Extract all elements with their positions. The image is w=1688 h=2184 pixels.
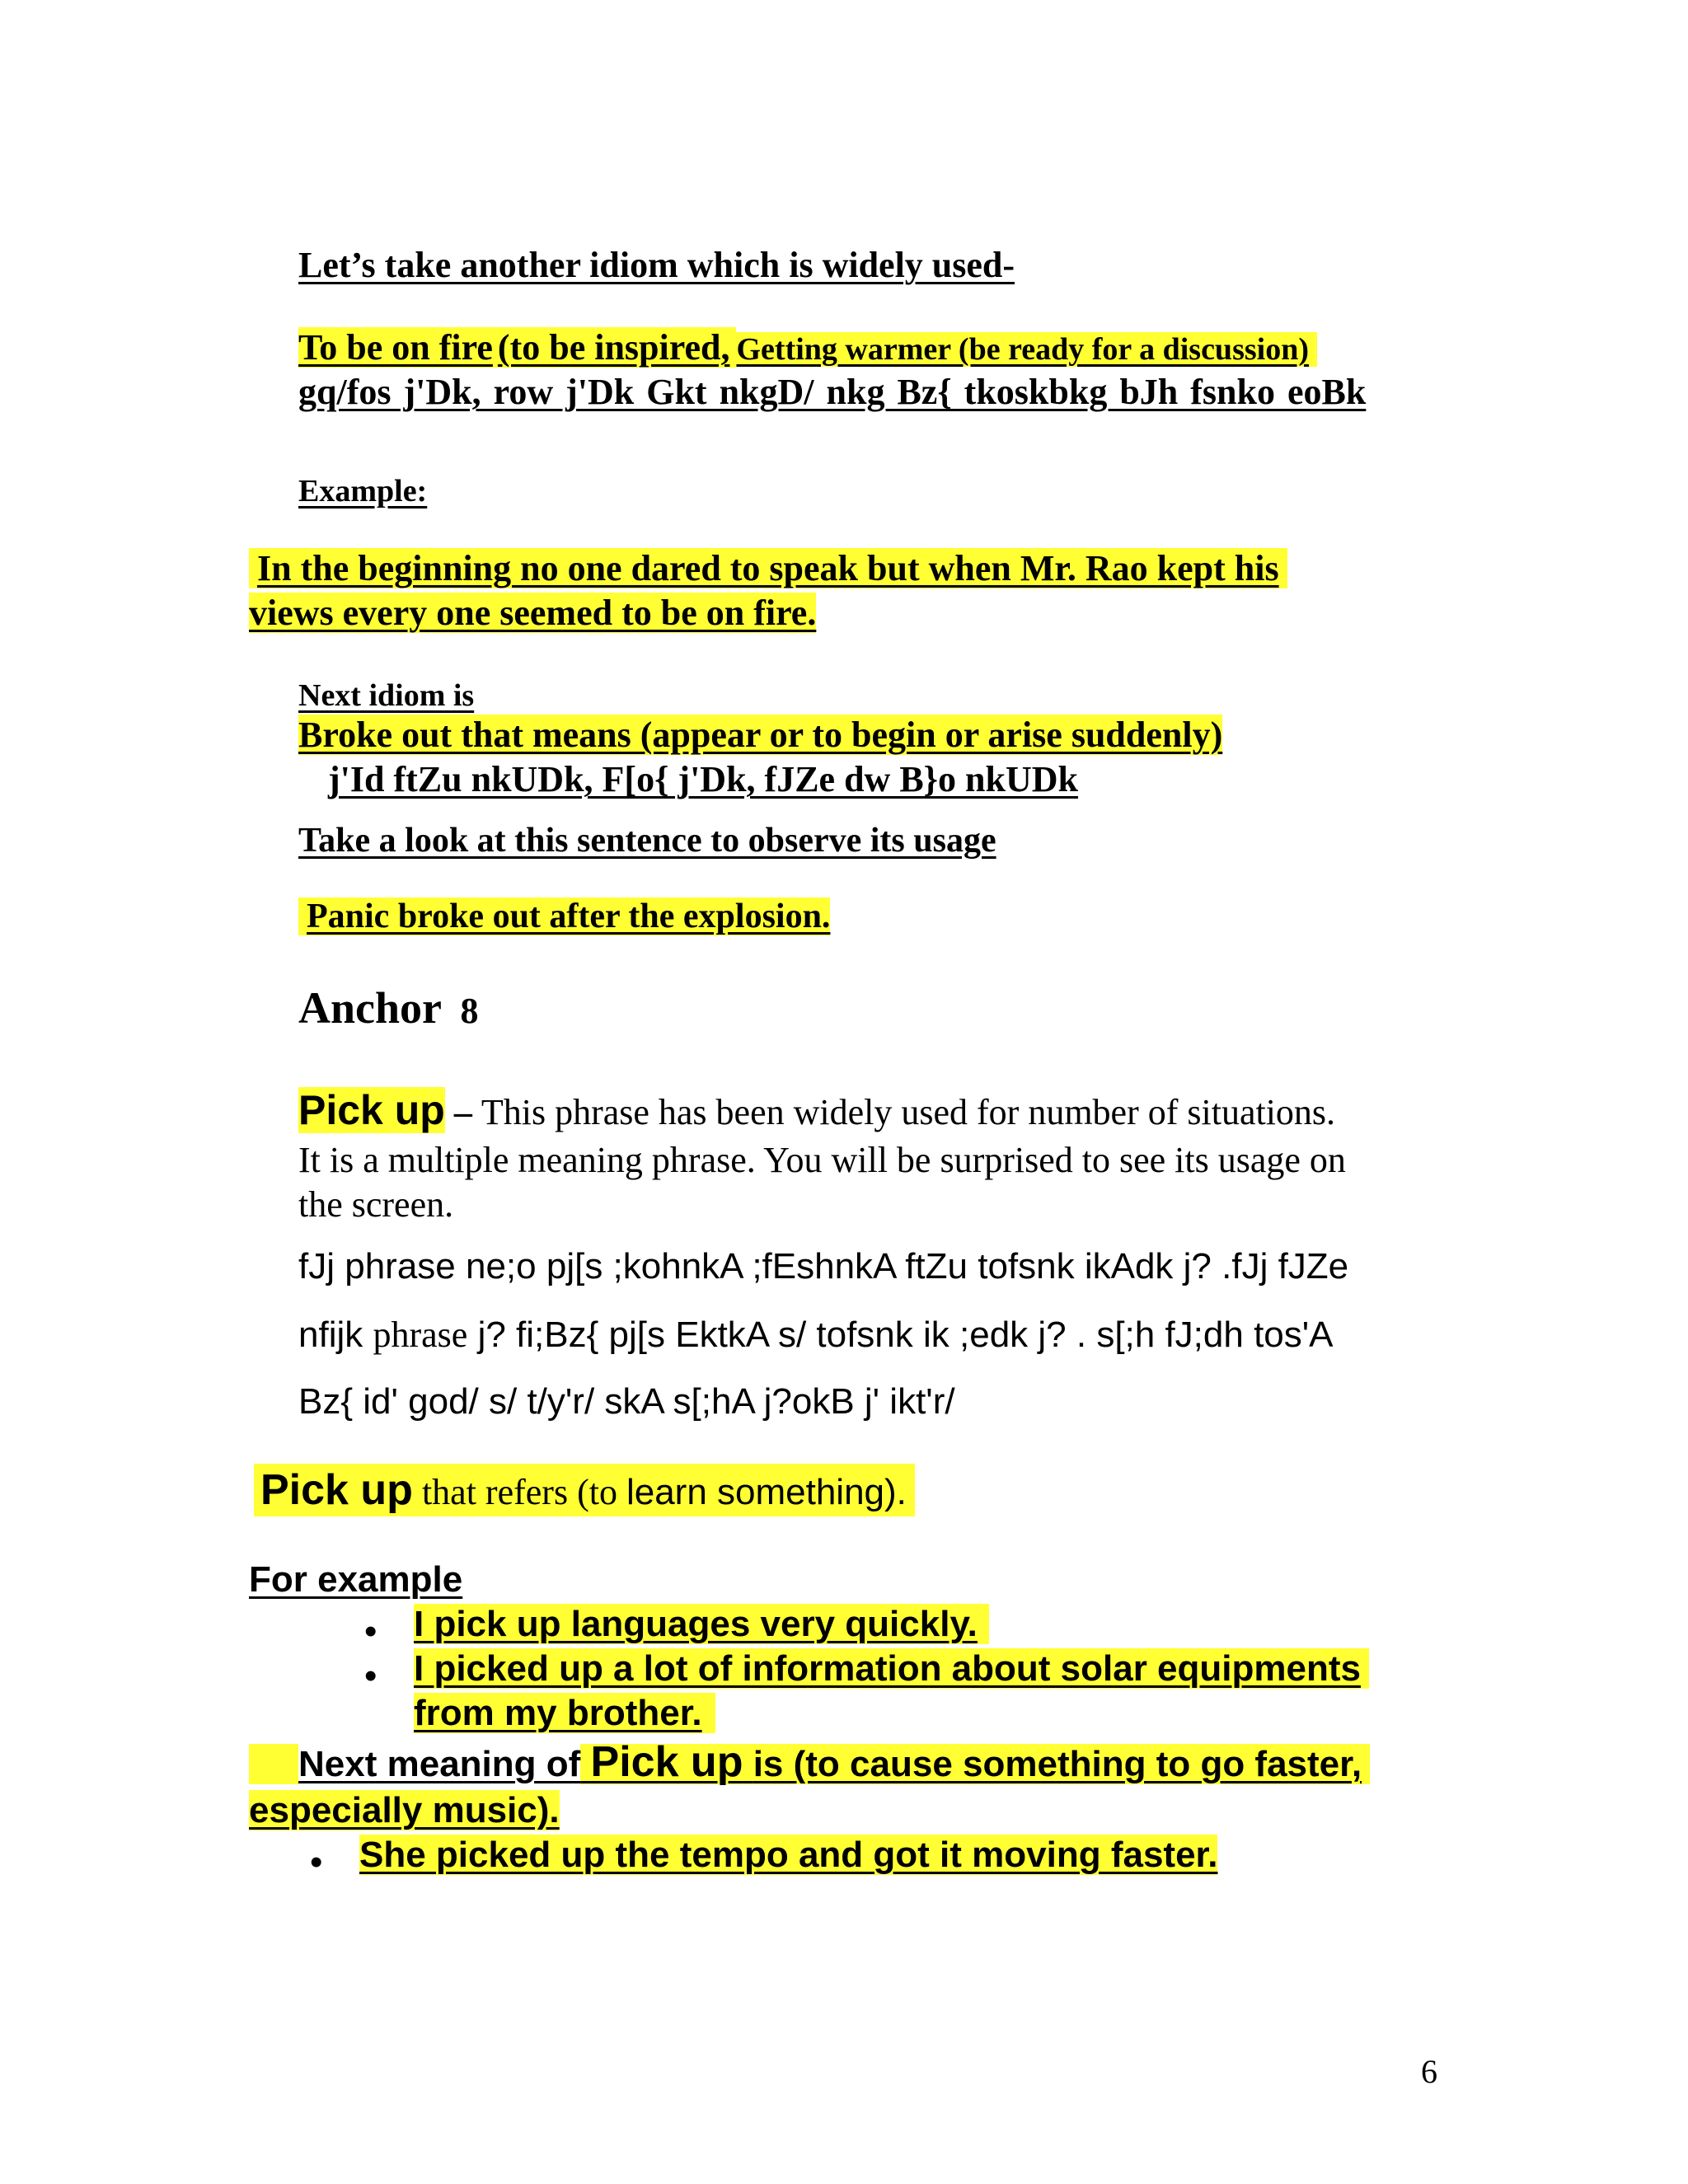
pickup-desc-text1: This phrase has been widely used for number of situations.: [481, 1092, 1336, 1132]
examples1-item-2-cont: [414, 1693, 715, 1734]
idiom1-example-line1: [249, 547, 1287, 589]
pickup-hindi-line3: Bz{ id' god/ s/ t/y'r/ skA s[;hA j?okB j' ikt'r/: [298, 1381, 955, 1422]
pickup-term: Pick up: [298, 1087, 445, 1133]
page-number: 6: [1421, 2053, 1437, 2090]
anchor-number: 8: [460, 991, 479, 1031]
idiom2-term-line: [298, 714, 1222, 756]
examples1-item-1: [414, 1604, 989, 1645]
examples1-item-2-text: I picked up a lot of information about solar equipments: [414, 1648, 1369, 1689]
idiom2-example: [298, 897, 830, 936]
idiom1-example-line2: [249, 592, 816, 634]
examples1-item-1-text: I pick up languages very quickly.: [414, 1604, 989, 1644]
meaning2-term: Pick up: [590, 1738, 743, 1786]
meaning2-line2: [249, 1790, 560, 1831]
idiom1-meaning2: Getting warmer (be ready for a discussion): [736, 332, 1317, 367]
meaning1-term: Pick up: [260, 1466, 413, 1514]
examples1-item-2: [414, 1648, 1369, 1690]
idiom1-example-label: Example:: [298, 474, 428, 509]
pickup-hindi-line2-b: phrase: [373, 1315, 468, 1355]
idiom1-example-text2: views every one seemed to be on fire.: [249, 593, 817, 633]
idiom1-term-line: [298, 326, 1317, 368]
meaning1-text-a: that refers (to: [421, 1472, 617, 1512]
meaning2-prefix: Next meaning of: [298, 1744, 581, 1784]
idiom2-example-text: Panic broke out after the explosion.: [298, 898, 830, 935]
idiom1-hindi: gq/fos j'Dk, row j'Dk Gkt nkgD/ nkg Bz{ tkoskbkg bJh fsnko eoBk: [298, 372, 1367, 412]
pickup-dash: –: [453, 1092, 472, 1132]
pickup-desc-line1: [298, 1086, 1335, 1134]
meaning2-example: [359, 1835, 1217, 1876]
meaning2-text-line2: especially music).: [249, 1790, 560, 1830]
idiom1-meaning1: (to be inspired,: [498, 327, 737, 368]
idiom2-hindi: j'Id ftZu nkUDk, F[o{ j'Dk, fJZe dw B}o nkUDk: [328, 759, 1078, 799]
idiom2-term: Broke out that means (appear or to begin or arise suddenly): [298, 715, 1223, 755]
examples1-label: For example: [249, 1559, 463, 1600]
meaning2-example-text: She picked up the tempo and got it moving faster.: [359, 1835, 1218, 1875]
meaning1-text-b: learn something).: [626, 1472, 907, 1512]
pickup-hindi-line2-c: j? fi;Bz{ pj[s EktkA s/ tofsnk ik ;edk j? . s[;h fJ;dh tos'A: [477, 1315, 1334, 1355]
examples1-item-2-cont-text: from my brother.: [414, 1693, 715, 1733]
intro-heading: Let’s take another idiom which is widely used-: [298, 245, 1015, 285]
anchor-heading: [298, 982, 479, 1033]
idiom2-usage-prompt: Take a look at this sentence to observe its usage: [298, 822, 996, 860]
meaning1-line: [254, 1464, 915, 1516]
meaning2-line1: [249, 1737, 1370, 1787]
idiom1-example-text1: In the beginning no one dared to speak but when Mr. Rao kept his: [249, 548, 1287, 588]
pickup-desc-line2: It is a multiple meaning phrase. You will be surprised to see its usage on: [298, 1140, 1346, 1180]
examples1-bullet-2: •: [364, 1656, 377, 1696]
pickup-hindi-line1: fJj phrase ne;o pj[s ;kohnkA ;fEshnkA ftZu tofsnk ikAdk j? .fJj fJZe: [298, 1246, 1349, 1286]
examples1-bullet-1: •: [364, 1611, 377, 1652]
pickup-hindi-line2: [298, 1314, 1334, 1356]
meaning2-text: is (to cause something to go faster,: [753, 1744, 1362, 1784]
anchor-label: Anchor: [298, 983, 442, 1033]
idiom1-term: To be on fire: [298, 327, 498, 368]
pickup-desc-line3: the screen.: [298, 1184, 454, 1225]
idiom2-intro: Next idiom is: [298, 678, 475, 713]
meaning2-bullet: •: [310, 1842, 323, 1882]
pickup-hindi-line2-a: nfijk: [298, 1315, 363, 1355]
